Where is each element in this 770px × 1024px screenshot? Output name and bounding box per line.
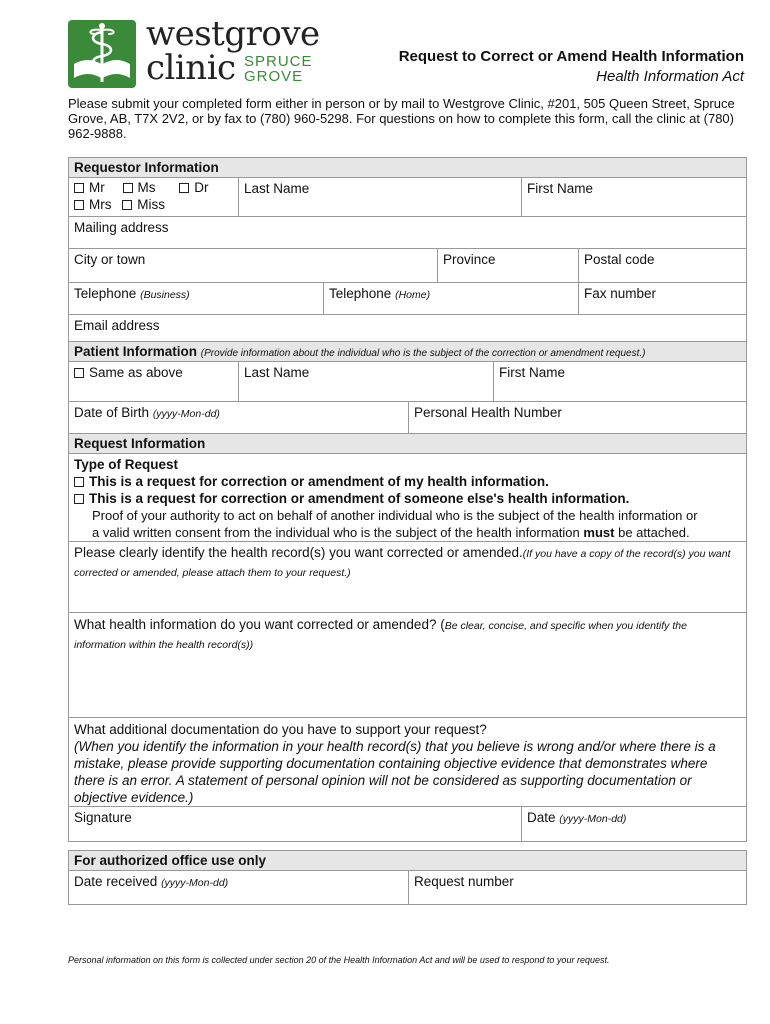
city-row xyxy=(68,249,747,283)
province-label: Province xyxy=(443,252,496,267)
dob-label: Date of Birth xyxy=(74,405,150,420)
title-ms-checkbox[interactable] xyxy=(123,180,156,195)
patient-heading-note: (Provide information about the individual who is the subject of the correction or amendment request.) xyxy=(200,348,646,359)
request-option-other[interactable] xyxy=(74,490,741,507)
request-type-cell xyxy=(69,454,746,541)
date-received-field[interactable] xyxy=(69,871,408,904)
docs-prompt: What additional documentation do you have to support your request? xyxy=(74,722,487,737)
authority-note-line1: Proof of your authority to act on behalf of another individual who is the subject of the health information or xyxy=(92,508,698,523)
intro-text: Please submit your completed form either in person or by mail to Westgrove Clinic, #201, 505 Queen Street, Spruce Grove, AB, T7X 2V2, or by fax to (780) 960-5298. For questions on how to complete this form, call the clinic at (780) 962-9888. xyxy=(68,96,735,141)
clinic-name-line1: westgrove xyxy=(146,14,320,54)
patient-heading xyxy=(69,342,746,361)
title-miss-label: Miss xyxy=(137,197,166,212)
request-section-header xyxy=(68,434,747,454)
checkbox-icon xyxy=(74,477,84,487)
title-options xyxy=(69,178,238,216)
city-field[interactable] xyxy=(69,249,437,282)
telephone-home-note: (Home) xyxy=(395,289,431,301)
info-note: Be clear, concise, and specific when you identify the information within the health record(s)) xyxy=(74,620,687,651)
name-row xyxy=(68,178,747,217)
title-mr-checkbox[interactable] xyxy=(74,180,105,195)
requestor-first-name-field[interactable] xyxy=(521,178,746,216)
authority-note-line2 xyxy=(74,524,741,541)
docs-note: (When you identify the information in your health record(s) that you believe is wrong and/or where there is a mistake, please provide supporting documentation containing objective evidence that demonstrates where there is an error. A statement of personal opinion will not be considered as supporting documentation or objective evidence.) xyxy=(74,739,716,805)
checkbox-icon xyxy=(74,200,84,210)
date-received-label: Date received xyxy=(74,874,158,889)
signature-label: Signature xyxy=(74,810,132,825)
signature-row xyxy=(68,807,747,842)
request-type-label: Type of Request xyxy=(74,457,179,472)
title-mrs-label: Mrs xyxy=(89,197,112,212)
patient-last-name-field[interactable] xyxy=(238,362,493,401)
title-ms-label: Ms xyxy=(137,180,156,195)
office-section-header xyxy=(68,850,747,871)
checkbox-icon xyxy=(74,494,84,504)
info-prompt: What health information do you want corrected or amended? ( xyxy=(74,617,445,632)
telephone-business-field[interactable] xyxy=(69,283,323,314)
same-as-above-checkbox[interactable] xyxy=(69,362,238,401)
checkbox-icon xyxy=(74,368,84,378)
request-option-self-label: This is a request for correction or amendment of my health information. xyxy=(89,474,549,489)
title-mr-label: Mr xyxy=(89,180,105,195)
clinic-name-line2: clinic xyxy=(146,48,236,88)
authority-note-text: a valid written consent from the individual who is the subject of the health information xyxy=(92,525,580,540)
checkbox-icon xyxy=(123,183,133,193)
clinic-location-line1: SPRUCE xyxy=(244,53,313,70)
checkbox-icon xyxy=(122,200,132,210)
dob-note: (yyyy-Mon-dd) xyxy=(152,408,220,420)
patient-name-row xyxy=(68,362,747,402)
email-label: Email address xyxy=(74,318,160,333)
request-number-field[interactable] xyxy=(408,871,746,904)
telephone-business-label: Telephone xyxy=(74,286,137,301)
patient-last-name-label: Last Name xyxy=(244,365,310,380)
mailing-address-label: Mailing address xyxy=(74,220,169,235)
title-mrs-checkbox[interactable] xyxy=(74,197,112,212)
fax-label: Fax number xyxy=(584,286,657,301)
records-prompt: Please clearly identify the health record(s) you want corrected or amended. xyxy=(74,545,523,560)
records-field[interactable] xyxy=(69,542,746,612)
telephone-home-field[interactable] xyxy=(323,283,578,314)
request-option-self[interactable] xyxy=(74,473,741,490)
patient-heading-text: Patient Information xyxy=(74,344,198,359)
patient-first-name-label: First Name xyxy=(499,365,566,380)
info-row xyxy=(68,613,747,718)
postal-code-label: Postal code xyxy=(584,252,655,267)
patient-first-name-field[interactable] xyxy=(493,362,746,401)
clinic-location-line2: GROVE xyxy=(244,68,304,85)
signature-field[interactable] xyxy=(69,807,521,841)
checkbox-icon xyxy=(179,183,189,193)
requestor-section-header xyxy=(68,157,747,178)
docs-row xyxy=(68,718,747,807)
request-number-label: Request number xyxy=(414,874,514,889)
form-subtitle: Health Information Act xyxy=(596,68,744,85)
postal-code-field[interactable] xyxy=(578,249,746,282)
form-title: Request to Correct or Amend Health Information xyxy=(398,48,744,65)
date-note: (yyyy-Mon-dd) xyxy=(559,813,627,825)
office-row xyxy=(68,871,747,905)
records-note: (If you have a copy of the record(s) you want corrected or amended, please attach them to your request.) xyxy=(74,548,731,579)
mailing-row xyxy=(68,217,747,249)
docs-field[interactable] xyxy=(69,718,746,806)
title-dr-checkbox[interactable] xyxy=(179,180,208,195)
phn-label: Personal Health Number xyxy=(414,405,562,420)
phn-field[interactable] xyxy=(408,402,746,433)
fax-field[interactable] xyxy=(578,283,746,314)
footer-note: Personal information on this form is collected under section 20 of the Health Information Act and will be used to respond to your request. xyxy=(68,955,610,965)
title-dr-label: Dr xyxy=(194,180,209,195)
checkbox-icon xyxy=(74,183,84,193)
telephone-row xyxy=(68,283,747,315)
date-field[interactable] xyxy=(521,807,746,841)
clinic-logo xyxy=(68,14,324,90)
dob-field[interactable] xyxy=(69,402,408,433)
caduceus-book-icon xyxy=(68,20,136,88)
patient-section-header xyxy=(68,342,747,362)
mailing-address-field[interactable] xyxy=(69,217,746,248)
office-heading: For authorized office use only xyxy=(69,851,746,870)
requestor-last-name-field[interactable] xyxy=(238,178,521,216)
info-field[interactable] xyxy=(69,613,746,717)
request-type-row xyxy=(68,454,747,542)
email-row xyxy=(68,315,747,342)
telephone-home-label: Telephone xyxy=(329,286,392,301)
request-heading: Request Information xyxy=(69,434,746,453)
requestor-heading: Requestor Information xyxy=(69,158,746,177)
request-option-other-label: This is a request for correction or amendment of someone else's health information. xyxy=(89,491,630,506)
authority-note-end: be attached. xyxy=(618,525,690,540)
date-received-note: (yyyy-Mon-dd) xyxy=(161,877,229,889)
same-as-above-label: Same as above xyxy=(89,365,183,380)
city-label: City or town xyxy=(74,252,146,267)
date-label: Date xyxy=(527,810,556,825)
records-row xyxy=(68,542,747,613)
requestor-first-name-label: First Name xyxy=(527,181,594,196)
telephone-business-note: (Business) xyxy=(140,289,190,301)
authority-note-must: must xyxy=(583,525,615,540)
dob-row xyxy=(68,402,747,434)
province-field[interactable] xyxy=(437,249,578,282)
email-field[interactable] xyxy=(69,315,746,341)
request-form xyxy=(68,157,747,905)
clinic-location xyxy=(244,54,313,84)
title-miss-checkbox[interactable] xyxy=(122,197,165,212)
requestor-last-name-label: Last Name xyxy=(244,181,310,196)
